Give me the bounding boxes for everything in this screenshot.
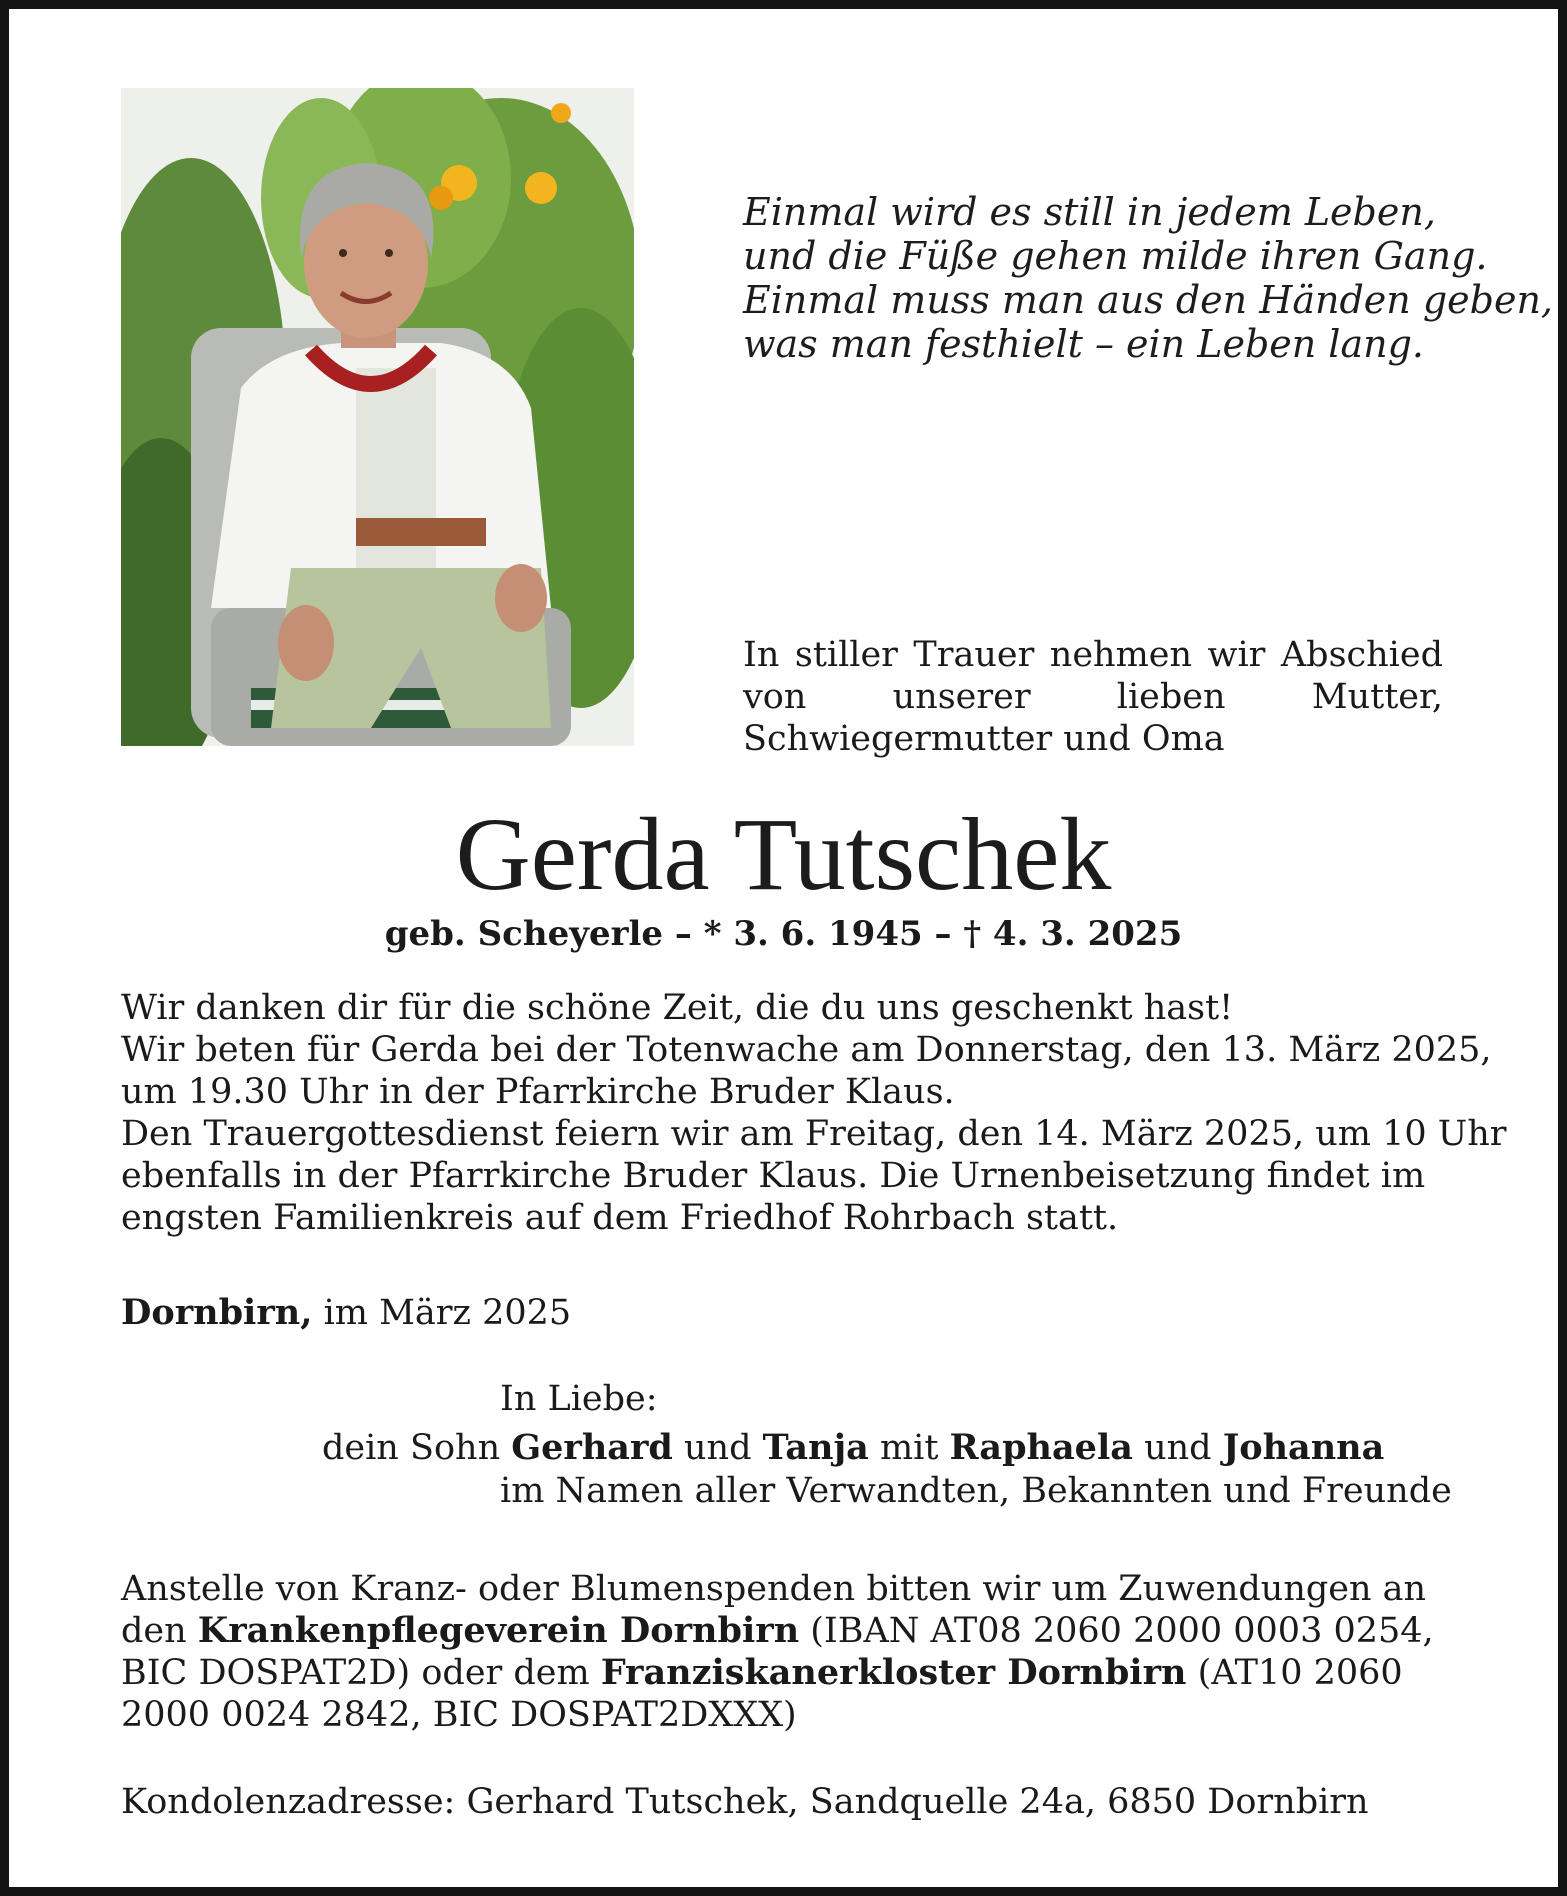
condolence-address: Kondolenzadresse: Gerhard Tutschek, Sandquelle 24a, 6850 Dornbirn xyxy=(121,1782,1369,1822)
charity-name: Franziskanerkloster Dornbirn xyxy=(600,1652,1187,1693)
text-line: Anstelle von Kranz- oder Blumenspenden bitten wir um Zuwendungen an xyxy=(121,1569,1427,1609)
place-date xyxy=(121,1292,571,1334)
signers-relatives: im Namen aller Verwandten, Bekannten und Freunde xyxy=(500,1471,1452,1511)
funeral-details xyxy=(121,987,1507,1239)
text-fragment: (AT10 2060 xyxy=(1186,1653,1403,1693)
place-month: im März 2025 xyxy=(312,1293,572,1333)
text-line: Wir danken dir für die schöne Zeit, die du uns geschenkt hast! xyxy=(121,988,1234,1028)
text-line xyxy=(121,1652,1441,1694)
signer-conj: mit xyxy=(868,1428,950,1468)
signer-name: Johanna xyxy=(1222,1427,1385,1468)
text-line: engsten Familienkreis auf dem Friedhof Rohrbach statt. xyxy=(121,1198,1119,1238)
text-line: ebenfalls in der Pfarrkirche Bruder Klaus. Die Urnenbeisetzung findet im xyxy=(121,1156,1426,1196)
text-line: 2000 0024 2842, BIC DOSPAT2DXXX) xyxy=(121,1695,797,1735)
text-fragment: (IBAN AT08 2060 2000 0003 0254, xyxy=(799,1611,1434,1651)
place-city: Dornbirn, xyxy=(121,1292,313,1333)
in-love-heading: In Liebe: xyxy=(500,1379,658,1419)
signer-name: Tanja xyxy=(762,1427,869,1468)
signer-prefix: dein Sohn xyxy=(322,1428,512,1468)
birth-death-dates: geb. Scheyerle – * 3. 6. 1945 – † 4. 3. 2025 xyxy=(384,914,1183,954)
text-fragment: BIC DOSPAT2D) oder dem xyxy=(121,1653,601,1693)
charity-name: Krankenpflegeverein Dornbirn xyxy=(197,1610,800,1651)
text-line xyxy=(121,1610,1441,1652)
portrait-photo xyxy=(121,88,634,746)
text-line: Wir beten für Gerda bei der Totenwache am Donnerstag, den 13. März 2025, xyxy=(121,1030,1492,1070)
text-line: Den Trauergottesdienst feiern wir am Freitag, den 14. März 2025, um 10 Uhr xyxy=(121,1114,1507,1154)
poem-line: Einmal muss man aus den Händen geben, xyxy=(743,278,1554,322)
poem-line: Einmal wird es still in jedem Leben, xyxy=(743,190,1436,234)
signer-conj: und xyxy=(1132,1428,1223,1468)
text-fragment: den xyxy=(121,1611,198,1651)
signer-name: Raphaela xyxy=(949,1427,1133,1468)
signers-line xyxy=(322,1427,1384,1469)
signer-conj: und xyxy=(672,1428,763,1468)
memorial-poem xyxy=(743,190,1554,366)
text-line: um 19.30 Uhr in der Pfarrkirche Bruder Klaus. xyxy=(121,1072,955,1112)
donation-request xyxy=(121,1568,1441,1736)
poem-line: und die Füße gehen milde ihren Gang. xyxy=(743,234,1488,278)
mourning-intro: In stiller Trauer nehmen wir Abschied von unserer lieben Mutter, Schwiegermutter und Oma xyxy=(743,635,1443,759)
signer-name: Gerhard xyxy=(511,1427,673,1468)
deceased-name: Gerda Tutschek xyxy=(455,797,1112,912)
poem-line: was man festhielt – ein Leben lang. xyxy=(743,322,1424,366)
